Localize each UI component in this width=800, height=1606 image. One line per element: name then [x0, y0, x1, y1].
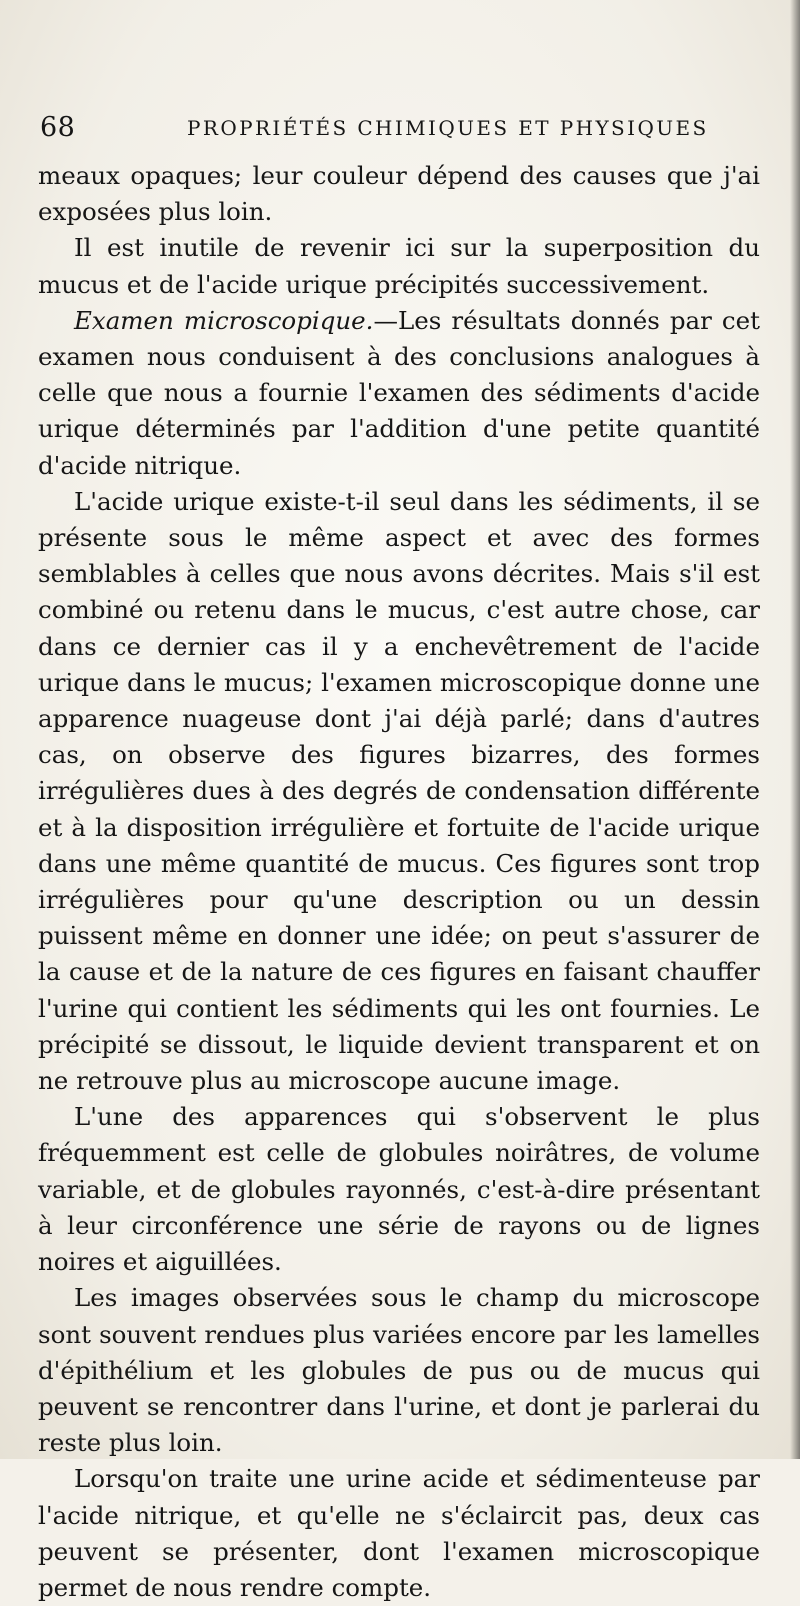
paragraph: Lorsqu'on traite une urine acide et sédimenteuse par l'acide nitrique, et qu'elle ne s'éclaircit pas, deux cas peuvent se présenter, dont l'examen microscopique permet de nous rendre compte. — [38, 1464, 760, 1602]
running-title: PROPRIÉTÉS CHIMIQUES ET PHYSIQUES — [187, 116, 709, 140]
paragraph: Les images observées sous le champ du microscope sont souvent rendues plus variées encore par les lamelles d'épithélium et les globules de pus ou de mucus qui peuvent se rencontrer dans l'urine, et dont je parlerai du reste plus loin. — [38, 1283, 760, 1458]
paragraph-text: —Les résultats donnés par cet examen nous conduisent à des conclusions analogues à celle que nous a fournie l'examen des sédiments d'acide urique déterminés par l'addition d'une petite quantité d'acide nitrique. — [38, 305, 760, 480]
section-lead: Examen microscopique. — [74, 305, 374, 335]
paragraph: L'acide urique existe-t-il seul dans les sédiments, il se présente sous le même aspect et avec des formes semblables à celles que nous avons décrites. Mais s'il est combiné ou retenu dans le mucus, c'est autre chose, car dans ce dernier cas il y a enchevêtrement de l'acide urique dans le mucus; l'examen microscopique donne une apparence nuageuse dont j'ai déjà parlé; dans d'autres cas, on observe des figures bizarres, des formes irrégulières dues à des degrés de condensation différente et à la disposition irrégulière et fortuite de l'acide urique dans une même quantité de mucus. Ces figures sont trop irrégulières pour qu'une description ou un dessin puissent même en donner une idée; on peut s'assurer de la cause et de la nature de ces figures en faisant chauffer l'urine qui contient les sédiments qui les ont fournies. Le précipité se dissout, le liquide devient transparent et on ne retrouve plus au microscope aucune image. — [38, 486, 760, 1096]
paragraph: L'une des apparences qui s'observent le plus fréquemment est celle de globules noirâtres, de volume variable, et de globules rayonnés, c'est-à-dire présentant à leur circonférence une série de rayons ou de lignes noires et aiguillées. — [38, 1102, 760, 1277]
paragraph-examen — [38, 303, 760, 484]
paragraph: Il est inutile de revenir ici sur la superposition du mucus et de l'acide urique précipités successivement. — [38, 233, 760, 299]
page-edge-shadow — [790, 0, 800, 1459]
paragraph-continuation: meaux opaques; leur couleur dépend des causes que j'ai exposées plus loin. — [38, 161, 760, 227]
page-number: 68 — [40, 112, 76, 143]
page-header — [40, 112, 770, 148]
body-text — [38, 158, 760, 1606]
